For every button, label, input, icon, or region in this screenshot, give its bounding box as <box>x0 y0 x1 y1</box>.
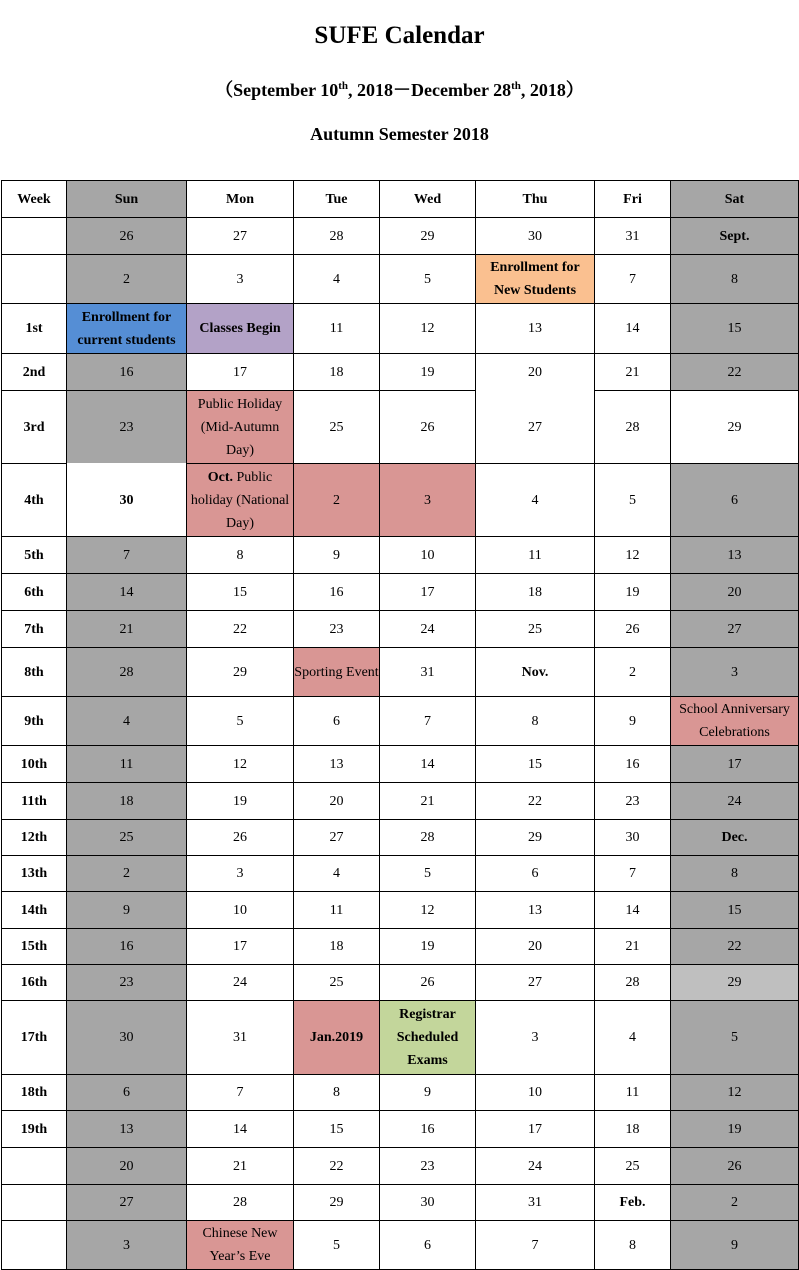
sat-cell: 26 <box>671 1148 799 1185</box>
fri-cell: 28 <box>595 391 671 464</box>
sat-cell-month-dec: Dec. <box>671 820 799 856</box>
table-row <box>2 1148 799 1185</box>
sun-cell: 21 <box>67 611 187 648</box>
fri-cell: 18 <box>595 1111 671 1148</box>
week-cell: 2nd <box>2 354 67 391</box>
week-cell: 7th <box>2 611 67 648</box>
sat-cell: 22 <box>671 929 799 965</box>
event-national-day-holiday <box>187 464 294 537</box>
event-school-anniversary: School Anniversary Celebrations <box>671 697 799 746</box>
table-row <box>2 1001 799 1075</box>
wed-cell: 19 <box>380 929 476 965</box>
week-cell <box>2 1185 67 1221</box>
table-row <box>2 611 799 648</box>
event-classes-begin: Classes Begin <box>187 304 294 354</box>
wed-cell: 26 <box>380 391 476 464</box>
week-cell: 6th <box>2 574 67 611</box>
thu-cell: 29 <box>476 820 595 856</box>
event-chinese-new-years-eve: Chinese New Year’s Eve <box>187 1221 294 1270</box>
table-row <box>2 1111 799 1148</box>
mon-cell: 19 <box>187 783 294 820</box>
week-cell <box>2 1221 67 1270</box>
week-cell: 11th <box>2 783 67 820</box>
tue-cell: 25 <box>294 391 380 464</box>
sun-cell: 3 <box>67 1221 187 1270</box>
mon-cell: 29 <box>187 648 294 697</box>
wed-cell: 23 <box>380 1148 476 1185</box>
table-row <box>2 1221 799 1270</box>
date-range-end: , 2018） <box>520 80 584 100</box>
fri-cell: 14 <box>595 892 671 929</box>
week-cell: 5th <box>2 537 67 574</box>
thu-cell-month-nov: Nov. <box>476 648 595 697</box>
week-cell: 15th <box>2 929 67 965</box>
national-day-text: Public holiday (National Day) <box>190 469 290 531</box>
table-row <box>2 354 799 391</box>
sun-cell: 2 <box>67 856 187 892</box>
thu-cell: 13 <box>476 892 595 929</box>
week-cell: 18th <box>2 1075 67 1111</box>
week-cell: 3rd <box>2 391 67 464</box>
table-row <box>2 464 799 537</box>
thu-cell: 20 <box>476 354 595 391</box>
sat-cell: 5 <box>671 1001 799 1075</box>
thu-cell: 27 <box>476 391 595 464</box>
sat-cell: 27 <box>671 611 799 648</box>
event-sporting-event: Sporting Event <box>294 648 380 697</box>
col-header-fri: Fri <box>595 181 671 218</box>
fri-cell: 14 <box>595 304 671 354</box>
fri-cell: 21 <box>595 929 671 965</box>
mon-cell: 12 <box>187 746 294 783</box>
wed-cell: 12 <box>380 892 476 929</box>
thu-cell: 24 <box>476 1148 595 1185</box>
week-cell: 1st <box>2 304 67 354</box>
week-cell <box>2 218 67 255</box>
fri-cell: 16 <box>595 746 671 783</box>
table-row <box>2 929 799 965</box>
sat-cell: 15 <box>671 892 799 929</box>
table-row <box>2 783 799 820</box>
thu-cell: 10 <box>476 1075 595 1111</box>
tue-cell: 15 <box>294 1111 380 1148</box>
sun-cell: 11 <box>67 746 187 783</box>
thu-cell: 13 <box>476 304 595 354</box>
col-header-tue: Tue <box>294 181 380 218</box>
thu-cell: 3 <box>476 1001 595 1075</box>
mon-cell: 24 <box>187 965 294 1001</box>
wed-cell: 26 <box>380 965 476 1001</box>
table-row <box>2 697 799 746</box>
sun-cell: 13 <box>67 1111 187 1148</box>
tue-cell: 20 <box>294 783 380 820</box>
sun-cell: 23 <box>67 965 187 1001</box>
sat-cell: 29 <box>671 965 799 1001</box>
date-range-start: （September 10 <box>215 80 339 100</box>
sat-cell: 20 <box>671 574 799 611</box>
week-cell: 10th <box>2 746 67 783</box>
fri-cell: 23 <box>595 783 671 820</box>
wed-cell: 5 <box>380 255 476 304</box>
thu-cell: 22 <box>476 783 595 820</box>
fri-cell: 7 <box>595 255 671 304</box>
calendar-table <box>1 180 799 1270</box>
tue-cell: 13 <box>294 746 380 783</box>
tue-cell: 28 <box>294 218 380 255</box>
week-cell <box>2 1148 67 1185</box>
wed-cell: 6 <box>380 1221 476 1270</box>
week-cell: 9th <box>2 697 67 746</box>
thu-cell: 18 <box>476 574 595 611</box>
mon-cell: 14 <box>187 1111 294 1148</box>
sat-cell: 9 <box>671 1221 799 1270</box>
fri-cell: 2 <box>595 648 671 697</box>
sun-cell: 28 <box>67 648 187 697</box>
week-cell <box>2 255 67 304</box>
sun-cell: 7 <box>67 537 187 574</box>
mon-cell: 15 <box>187 574 294 611</box>
wed-cell: 10 <box>380 537 476 574</box>
sun-cell: 16 <box>67 929 187 965</box>
week-cell: 12th <box>2 820 67 856</box>
sun-cell: 25 <box>67 820 187 856</box>
sun-cell: 23 <box>67 391 187 464</box>
tue-cell: 23 <box>294 611 380 648</box>
month-label-oct: Oct. <box>207 469 233 485</box>
sun-cell: 16 <box>67 354 187 391</box>
thu-cell: 4 <box>476 464 595 537</box>
sun-cell: 30 <box>67 464 187 537</box>
mon-cell: 10 <box>187 892 294 929</box>
week-cell: 13th <box>2 856 67 892</box>
wed-cell: 28 <box>380 820 476 856</box>
week-cell: 16th <box>2 965 67 1001</box>
tue-cell: 4 <box>294 255 380 304</box>
mon-cell: 3 <box>187 255 294 304</box>
fri-cell: 11 <box>595 1075 671 1111</box>
sat-cell: 6 <box>671 464 799 537</box>
tue-cell: 9 <box>294 537 380 574</box>
col-header-week: Week <box>2 181 67 218</box>
wed-cell: 9 <box>380 1075 476 1111</box>
tue-cell: 22 <box>294 1148 380 1185</box>
sun-cell: 14 <box>67 574 187 611</box>
table-row <box>2 304 799 354</box>
wed-cell: 14 <box>380 746 476 783</box>
fri-cell: 25 <box>595 1148 671 1185</box>
tue-cell: 5 <box>294 1221 380 1270</box>
tue-cell: 11 <box>294 304 380 354</box>
mon-cell: 31 <box>187 1001 294 1075</box>
table-row <box>2 856 799 892</box>
col-header-mon: Mon <box>187 181 294 218</box>
sat-cell-month-sept: Sept. <box>671 218 799 255</box>
sun-cell: 4 <box>67 697 187 746</box>
header-row <box>2 181 799 218</box>
week-cell: 19th <box>2 1111 67 1148</box>
event-registrar-exams: Registrar Scheduled Exams <box>380 1001 476 1075</box>
sun-cell: 20 <box>67 1148 187 1185</box>
tue-cell: 27 <box>294 820 380 856</box>
table-row <box>2 537 799 574</box>
col-header-sat: Sat <box>671 181 799 218</box>
sun-cell: 2 <box>67 255 187 304</box>
col-header-thu: Thu <box>476 181 595 218</box>
tue-cell: 8 <box>294 1075 380 1111</box>
event-jan-2019: Jan.2019 <box>294 1001 380 1075</box>
mon-cell: 22 <box>187 611 294 648</box>
week-cell: 17th <box>2 1001 67 1075</box>
table-row <box>2 1185 799 1221</box>
table-row <box>2 965 799 1001</box>
sat-cell: 19 <box>671 1111 799 1148</box>
sat-cell: 22 <box>671 354 799 391</box>
fri-cell: 4 <box>595 1001 671 1075</box>
thu-cell: 11 <box>476 537 595 574</box>
fri-cell: 9 <box>595 697 671 746</box>
wed-cell: 24 <box>380 611 476 648</box>
mon-cell: 17 <box>187 929 294 965</box>
event-enrollment-new-students: Enrollment for New Students <box>476 255 595 304</box>
tue-cell: 18 <box>294 929 380 965</box>
sat-cell: 13 <box>671 537 799 574</box>
fri-cell: 19 <box>595 574 671 611</box>
date-range-middle: , 2018－December 28 <box>348 80 512 100</box>
sat-cell: 15 <box>671 304 799 354</box>
thu-cell: 8 <box>476 697 595 746</box>
thu-cell: 15 <box>476 746 595 783</box>
sun-cell: 30 <box>67 1001 187 1075</box>
sat-cell: 8 <box>671 255 799 304</box>
wed-cell: 12 <box>380 304 476 354</box>
week-cell: 14th <box>2 892 67 929</box>
thu-cell: 31 <box>476 1185 595 1221</box>
date-range <box>0 76 799 102</box>
sat-cell: 24 <box>671 783 799 820</box>
wed-cell: 5 <box>380 856 476 892</box>
sun-cell: 9 <box>67 892 187 929</box>
sat-cell: 3 <box>671 648 799 697</box>
mon-cell: 28 <box>187 1185 294 1221</box>
sun-cell: 6 <box>67 1075 187 1111</box>
table-row <box>2 391 799 464</box>
mon-cell: 26 <box>187 820 294 856</box>
mon-cell: 21 <box>187 1148 294 1185</box>
tue-cell: 11 <box>294 892 380 929</box>
mon-cell: 7 <box>187 1075 294 1111</box>
semester-title: Autumn Semester 2018 <box>310 124 489 144</box>
fri-cell: 30 <box>595 820 671 856</box>
date-range-end-suffix: th <box>511 80 521 92</box>
event-mid-autumn-holiday: Public Holiday (Mid-Autumn Day) <box>187 391 294 464</box>
mon-cell: 17 <box>187 354 294 391</box>
sun-cell: 27 <box>67 1185 187 1221</box>
event-enrollment-current-students: Enrollment for current students <box>67 304 187 354</box>
sat-cell: 17 <box>671 746 799 783</box>
week-cell: 4th <box>2 464 67 537</box>
tue-cell: 4 <box>294 856 380 892</box>
tue-cell: 29 <box>294 1185 380 1221</box>
mon-cell: 3 <box>187 856 294 892</box>
wed-cell: 21 <box>380 783 476 820</box>
table-row <box>2 746 799 783</box>
table-row <box>2 892 799 929</box>
thu-cell: 30 <box>476 218 595 255</box>
table-row <box>2 648 799 697</box>
tue-cell: 18 <box>294 354 380 391</box>
table-row <box>2 574 799 611</box>
date-range-start-suffix: th <box>338 80 349 92</box>
event-national-day-wed: 3 <box>380 464 476 537</box>
thu-cell: 25 <box>476 611 595 648</box>
fri-cell: 5 <box>595 464 671 537</box>
fri-cell-month-feb: Feb. <box>595 1185 671 1221</box>
sun-cell: 18 <box>67 783 187 820</box>
sat-cell: 2 <box>671 1185 799 1221</box>
fri-cell: 31 <box>595 218 671 255</box>
sat-cell: 29 <box>671 391 799 464</box>
tue-cell: 6 <box>294 697 380 746</box>
col-header-sun: Sun <box>67 181 187 218</box>
wed-cell: 7 <box>380 697 476 746</box>
wed-cell: 17 <box>380 574 476 611</box>
sat-cell: 12 <box>671 1075 799 1111</box>
tue-cell: 25 <box>294 965 380 1001</box>
sun-cell: 26 <box>67 218 187 255</box>
fri-cell: 21 <box>595 354 671 391</box>
fri-cell: 7 <box>595 856 671 892</box>
tue-cell: 16 <box>294 574 380 611</box>
wed-cell: 31 <box>380 648 476 697</box>
week-cell: 8th <box>2 648 67 697</box>
table-row <box>2 255 799 304</box>
fri-cell: 28 <box>595 965 671 1001</box>
table-row <box>2 218 799 255</box>
thu-cell: 27 <box>476 965 595 1001</box>
wed-cell: 16 <box>380 1111 476 1148</box>
thu-cell: 6 <box>476 856 595 892</box>
mon-cell: 8 <box>187 537 294 574</box>
wed-cell: 19 <box>380 354 476 391</box>
col-header-wed: Wed <box>380 181 476 218</box>
table-row <box>2 820 799 856</box>
mon-cell: 5 <box>187 697 294 746</box>
fri-cell: 26 <box>595 611 671 648</box>
wed-cell: 29 <box>380 218 476 255</box>
mon-cell: 27 <box>187 218 294 255</box>
page-title: SUFE Calendar <box>314 22 485 49</box>
fri-cell: 8 <box>595 1221 671 1270</box>
table-row <box>2 1075 799 1111</box>
thu-cell: 20 <box>476 929 595 965</box>
event-national-day-tue: 2 <box>294 464 380 537</box>
fri-cell: 12 <box>595 537 671 574</box>
wed-cell: 30 <box>380 1185 476 1221</box>
thu-cell: 17 <box>476 1111 595 1148</box>
thu-cell: 7 <box>476 1221 595 1270</box>
sat-cell: 8 <box>671 856 799 892</box>
